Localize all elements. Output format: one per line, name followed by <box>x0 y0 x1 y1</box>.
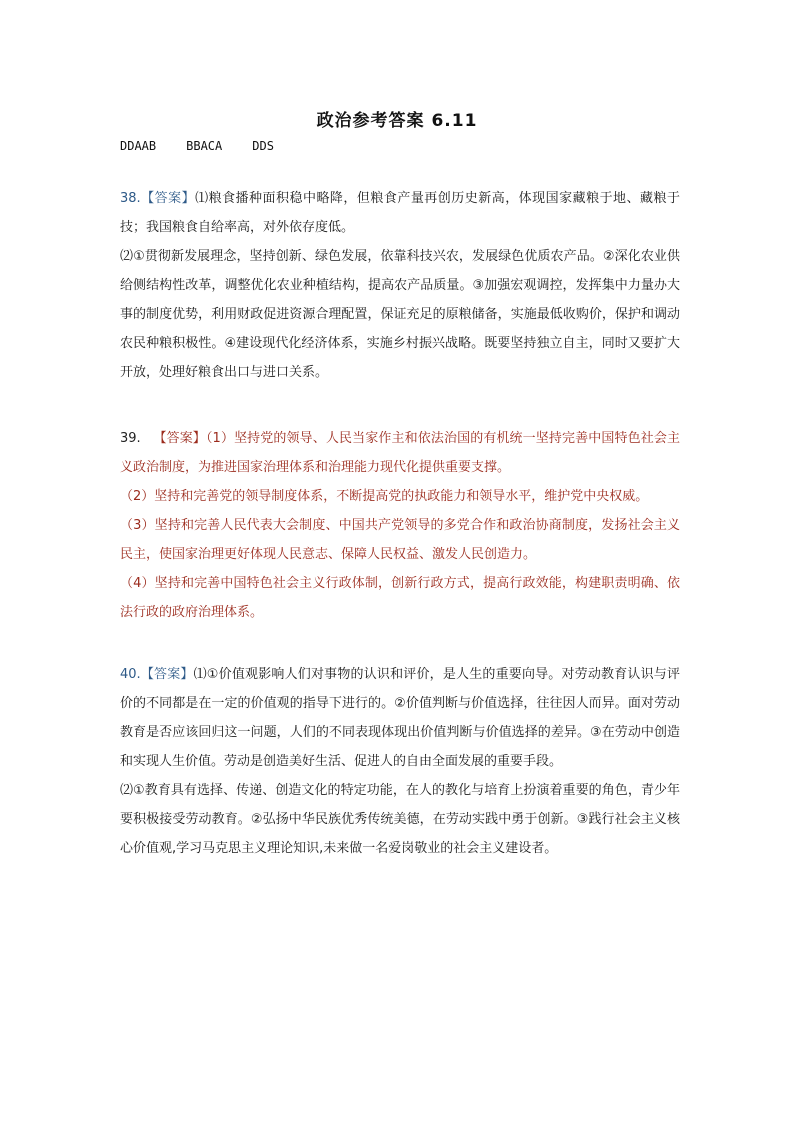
q39-answer-tag: 【答案】 <box>153 431 206 446</box>
q40-part-1 <box>120 660 680 776</box>
q39-part-3: （3）坚持和完善人民代表大会制度、中国共产党领导的多党合作和政治协商制度，发扬社会主义民主，使国家治理更好体现人民意志、保障人民权益、激发人民创造力。 <box>120 518 680 562</box>
q38-part-1 <box>120 184 680 242</box>
q40-part-1-text: ⑴①价值观影响人们对事物的认识和评价，是人生的重要向导。对劳动教育认识与评价的不同都是在一定的价值观的指导下进行的。②价值判断与价值选择，往往因人而异。面对劳动教育是否应该回归这一问题，人们的不同表现体现出价值判断与价值选择的差异。③在劳动中创造和实现人生价值。劳动是创造美好生活、促进人的自由全面发展的重要手段。 <box>120 667 680 769</box>
multiple-choice-answers <box>120 139 304 153</box>
q39-part-1-text: （1）坚持党的领导、人民当家作主和依法治国的有机统一坚持完善中国特色社会主义政治制度，为推进国家治理体系和治理能力现代化提供重要支撑。 <box>120 431 680 475</box>
q38-answer-tag: 【答案】 <box>140 191 196 206</box>
mc-answer-group-1: DDAAB <box>120 139 157 153</box>
mc-answer-group-2: BBACA <box>186 139 223 153</box>
question-38-answer <box>120 184 680 387</box>
q40-number: 40. <box>120 667 141 682</box>
q40-part-2: ⑵①教育具有选择、传递、创造文化的特定功能，在人的教化与培育上扮演着重要的角色，青少年要积极接受劳动教育。②弘扬中华民族优秀传统美德，在劳动实践中勇于创新。③践行社会主义核心价值观,学习马克思主义理论知识,未来做一名爱岗敬业的社会主义建设者。 <box>120 783 680 856</box>
q39-part-4: （4）坚持和完善中国特色社会主义行政体制，创新行政方式，提高行政效能，构建职责明确、依法行政的政府治理体系。 <box>120 576 680 620</box>
q39-part-1 <box>120 424 680 482</box>
document-title: 政治参考答案 6.11 <box>316 111 478 131</box>
question-39-answer <box>120 424 680 627</box>
q38-part-1-text: ⑴粮食播种面积稳中略降，但粮食产量再创历史新高，体现国家藏粮于地、藏粮于技；我国粮食自给率高，对外依存度低。 <box>120 191 680 235</box>
q40-answer-tag: 【答案】 <box>140 667 194 682</box>
mc-answer-group-3: DDS <box>252 139 274 153</box>
q39-part-2: （2）坚持和完善党的领导制度体系，不断提高党的执政能力和领导水平，维护党中央权威。 <box>120 489 649 504</box>
q38-number: 38. <box>120 191 141 206</box>
question-40-answer <box>120 660 680 863</box>
q38-part-2: ⑵①贯彻新发展理念，坚持创新、绿色发展，依靠科技兴农，发展绿色优质农产品。②深化农业供给侧结构性改革，调整优化农业种植结构，提高农产品质量。③加强宏观调控，发挥集中力量办大事的制度优势，利用财政促进资源合理配置，保证充足的原粮储备，实施最低收购价，保护和调动农民种粮积极性。④建设现代化经济体系，实施乡村振兴战略。既要坚持独立自主，同时又要扩大开放，处理好粮食出口与进口关系。 <box>120 249 680 380</box>
q39-number: 39. <box>120 431 141 446</box>
